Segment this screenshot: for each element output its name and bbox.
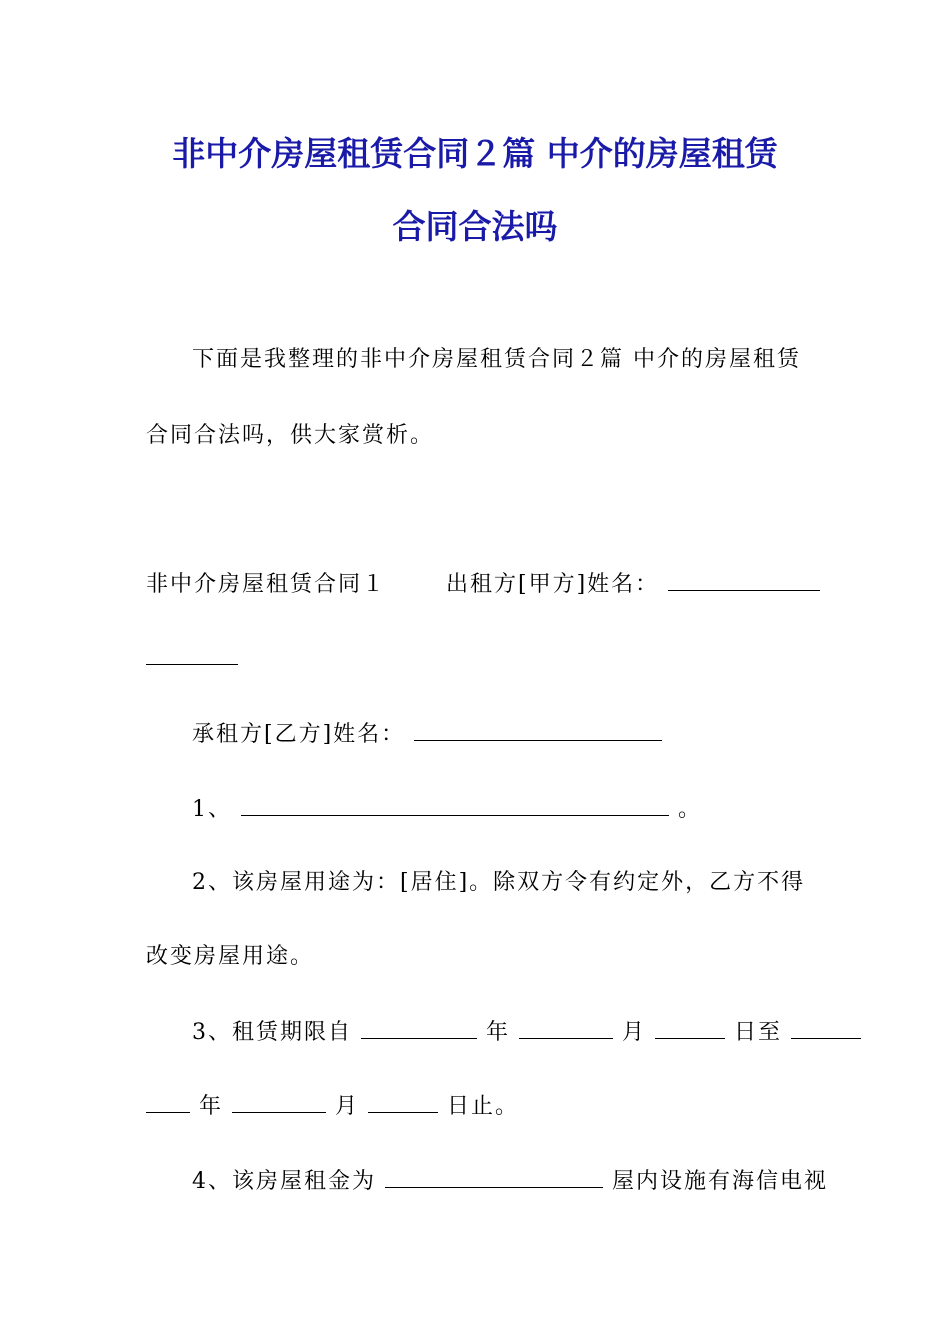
- item3-start-day-blank[interactable]: [655, 1018, 725, 1039]
- item4-line: [192, 1167, 828, 1196]
- item3-month2-label: 月: [335, 1094, 360, 1119]
- item3-day-to-label: 日至: [734, 1020, 783, 1045]
- item3-year-label: 年: [486, 1020, 511, 1045]
- lessor-name-blank-continued[interactable]: [146, 644, 238, 665]
- item4-suffix: 屋内设施有海信电视: [612, 1169, 829, 1194]
- item2-line1: 2、该房屋用途为：[居住]。除双方令有约定外，乙方不得: [192, 870, 806, 895]
- item3-end-day-blank[interactable]: [368, 1092, 438, 1113]
- intro-paragraph-line1: 下面是我整理的非中介房屋租赁合同２篇 中介的房屋租赁: [192, 347, 801, 372]
- item3-end-month-blank[interactable]: [232, 1092, 326, 1113]
- item3-line1: [192, 1018, 861, 1047]
- intro-paragraph-line2: 合同合法吗，供大家赏析。: [146, 423, 435, 448]
- item3-day-end-label: 日止。: [447, 1094, 520, 1119]
- item3-month-label: 月: [622, 1020, 647, 1045]
- lessor-name-blank-continued-line: [146, 644, 238, 673]
- item3-end-year-blank[interactable]: [791, 1018, 861, 1039]
- item2-line2: 改变房屋用途。: [146, 944, 315, 969]
- lessee-name-blank[interactable]: [414, 720, 662, 741]
- lessee-line: [192, 720, 662, 749]
- item1-suffix: 。: [678, 797, 703, 822]
- lessee-label: 承租方[乙方]姓名：: [192, 722, 406, 747]
- item3-year2-label: 年: [199, 1094, 224, 1119]
- item3-start-month-blank[interactable]: [519, 1018, 613, 1039]
- item1-prefix: 1、: [192, 797, 232, 822]
- item4-prefix: 4、该房屋租金为: [192, 1169, 376, 1194]
- document-title-line2: 合同合法吗: [392, 207, 558, 246]
- item3-start-year-blank[interactable]: [361, 1018, 477, 1039]
- section1-heading: 非中介房屋租赁合同１: [146, 572, 387, 597]
- item1-blank[interactable]: [241, 795, 669, 816]
- section1-line: [146, 570, 820, 599]
- item3-end-year-blank-continued[interactable]: [146, 1092, 190, 1113]
- lessor-name-blank[interactable]: [668, 570, 820, 591]
- item1-line: [192, 795, 702, 824]
- item4-rent-blank[interactable]: [385, 1167, 603, 1188]
- item3-prefix: 3、租赁期限自: [192, 1020, 352, 1045]
- document-title-line1: 非中介房屋租赁合同２篇 中介的房屋租赁: [172, 134, 778, 173]
- lessor-label: 出租方[甲方]姓名：: [446, 572, 660, 597]
- item3-line2: [146, 1092, 519, 1121]
